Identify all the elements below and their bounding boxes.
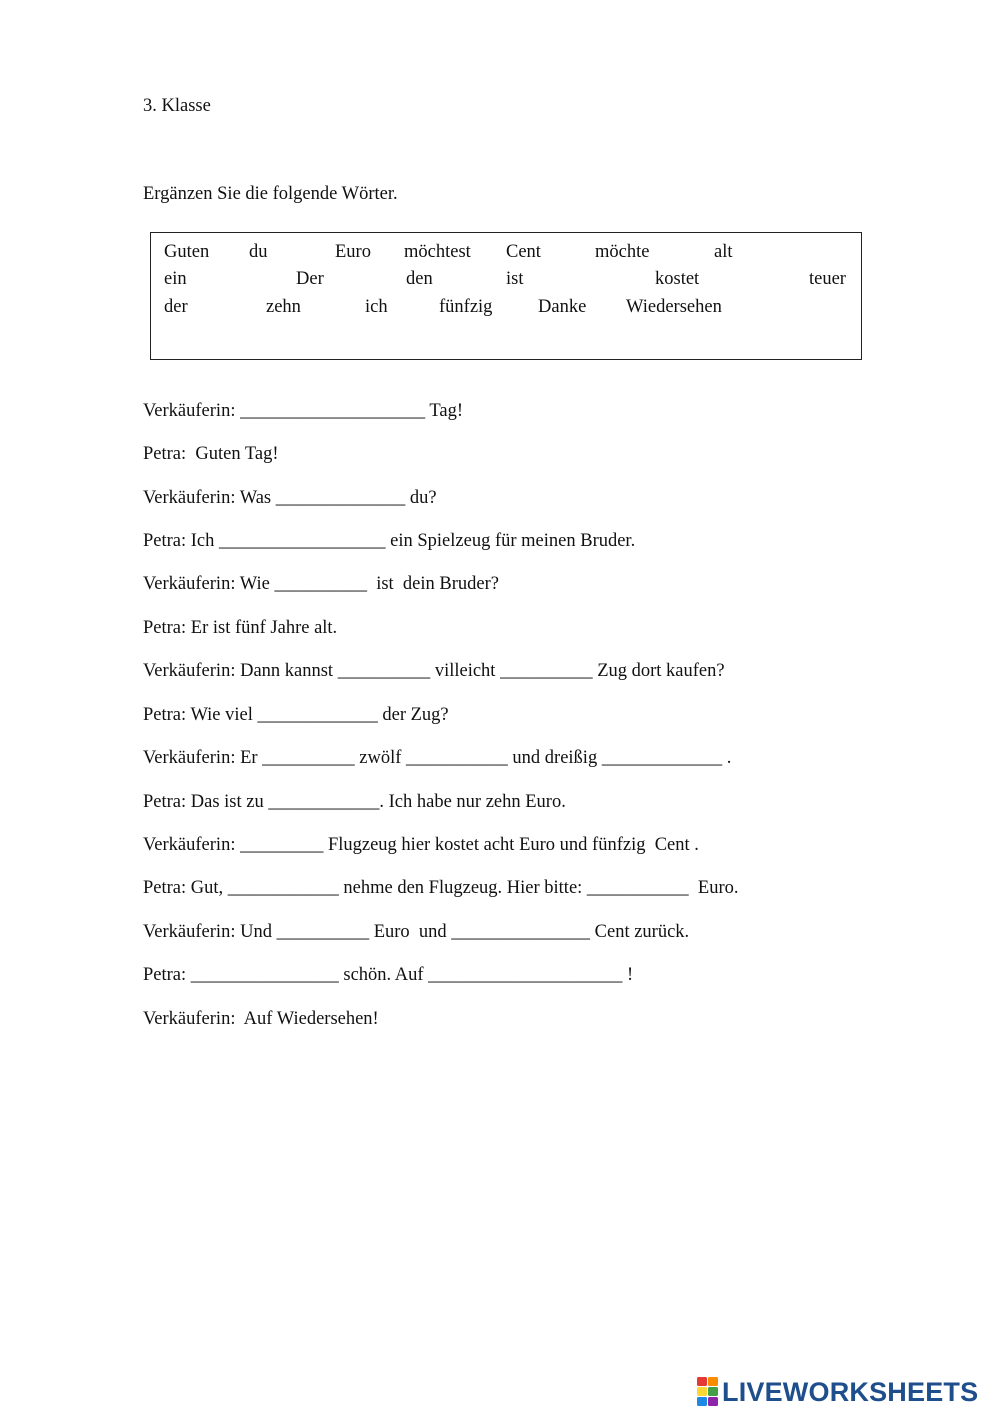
dialogue-line: Petra: ________________ schön. Auf _____________________ ! xyxy=(143,965,634,985)
word-bank-item: zehn xyxy=(266,297,301,317)
dialogue-line: Verkäuferin: Was ______________ du? xyxy=(143,488,437,508)
grade-label: 3. Klasse xyxy=(143,96,211,116)
dialogue-line: Petra: Das ist zu ____________. Ich habe nur zehn Euro. xyxy=(143,792,566,812)
dialogue-line: Petra: Ich __________________ ein Spielzeug für meinen Bruder. xyxy=(143,531,636,551)
brand-name: LIVEWORKSHEETS xyxy=(722,1376,979,1407)
dialogue-line: Verkäuferin: Wie __________ ist dein Bruder? xyxy=(143,574,499,594)
word-bank-item: Wiedersehen xyxy=(626,297,722,317)
word-bank-item: fünfzig xyxy=(439,297,493,317)
word-bank-item: der xyxy=(164,297,188,317)
word-bank-item: den xyxy=(406,269,433,289)
word-bank-item: Der xyxy=(296,269,324,289)
word-bank-item: du xyxy=(249,242,268,262)
word-bank-item: möchte xyxy=(595,242,650,262)
word-bank-item: alt xyxy=(714,242,733,262)
liveworksheets-brand[interactable] xyxy=(697,1375,978,1409)
word-bank-item: Cent xyxy=(506,242,541,262)
word-bank-item: ist xyxy=(506,269,524,289)
dialogue-line: Verkäuferin: _________ Flugzeug hier kostet acht Euro und fünfzig Cent . xyxy=(143,835,699,855)
dialogue-line: Petra: Er ist fünf Jahre alt. xyxy=(143,618,338,638)
dialogue-line: Petra: Gut, ____________ nehme den Flugzeug. Hier bitte: ___________ Euro. xyxy=(143,878,739,898)
word-bank-item: ich xyxy=(365,297,388,317)
liveworksheets-logo-icon xyxy=(697,1377,719,1407)
dialogue-line: Petra: Guten Tag! xyxy=(143,444,279,464)
dialogue-line: Verkäuferin: Er __________ zwölf ___________ und dreißig _____________ . xyxy=(143,748,732,768)
word-bank-item: Euro xyxy=(335,242,371,262)
word-bank-item: Guten xyxy=(164,242,210,262)
word-bank xyxy=(150,232,862,360)
word-bank-item: teuer xyxy=(809,269,846,289)
dialogue-line: Verkäuferin: ____________________ Tag! xyxy=(143,401,464,421)
dialogue-line: Verkäuferin: Dann kannst __________ villeicht __________ Zug dort kaufen? xyxy=(143,661,725,681)
dialogue-line: Verkäuferin: Und __________ Euro und _______________ Cent zurück. xyxy=(143,922,690,942)
word-bank-item: kostet xyxy=(655,269,700,289)
dialogue-line: Petra: Wie viel _____________ der Zug? xyxy=(143,705,449,725)
instruction-text: Ergänzen Sie die folgende Wörter. xyxy=(143,184,398,204)
word-bank-item: ein xyxy=(164,269,187,289)
word-bank-item: Danke xyxy=(538,297,587,317)
word-bank-item: möchtest xyxy=(404,242,471,262)
dialogue-line: Verkäuferin: Auf Wiedersehen! xyxy=(143,1009,379,1029)
